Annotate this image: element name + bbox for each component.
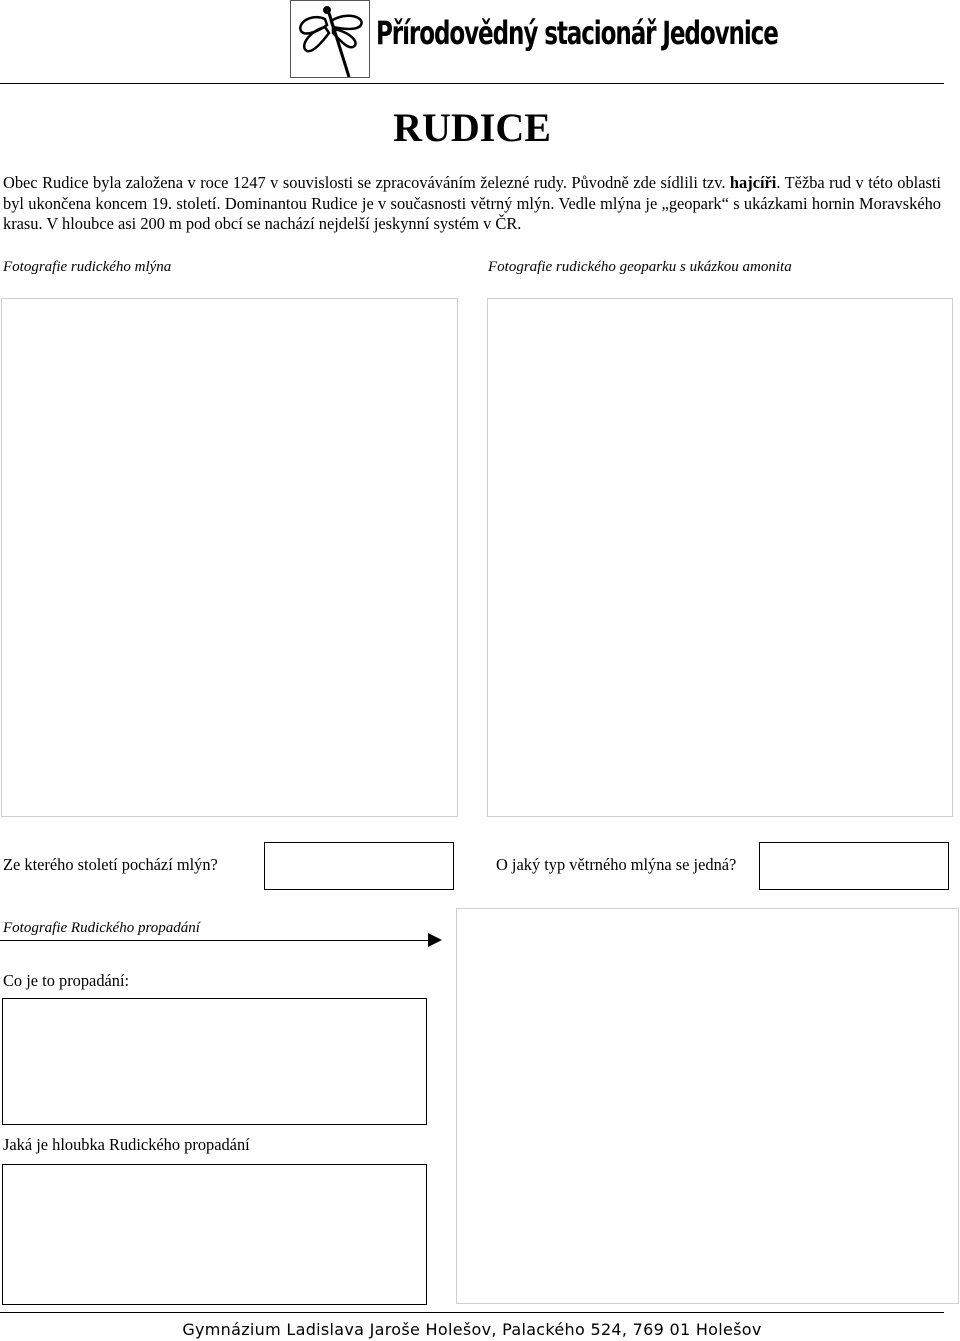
page-title: RUDICE <box>393 105 551 150</box>
question-mill-type: O jaký typ větrného mlýna se jedná? <box>496 855 737 874</box>
mill-photo-frame[interactable] <box>1 298 458 817</box>
intro-text-2: . Těžba rud v této oblasti byl ukončena koncem 19. století. Dominantou Rudice je v současnosti větrný mlýn. Vedle mlýna je „geopark“ s ukázkami hornin Moravského krasu. V hloubce asi 200 m pod obcí se nachází nejdelší jeskynní systém v ČR. <box>3 173 941 233</box>
answer-depth-box[interactable] <box>2 1164 427 1305</box>
intro-bold-term: hajcíři <box>729 173 777 192</box>
header-divider <box>0 83 944 84</box>
question-what-is: Co je to propadání: <box>3 971 130 990</box>
footer-divider <box>0 1312 944 1313</box>
question-century: Ze kterého století pochází mlýn? <box>3 855 218 874</box>
caption-propadani-photo: Fotografie Rudického propadání <box>3 920 200 936</box>
footer-text: Gymnázium Ladislava Jaroše Holešov, Palackého 524, 769 01 Holešov <box>182 1320 762 1339</box>
arrow-right-icon <box>428 933 442 947</box>
answer-century-box[interactable] <box>264 842 454 890</box>
caption-mill-photo: Fotografie rudického mlýna <box>3 259 172 275</box>
geopark-photo-frame[interactable] <box>487 298 953 817</box>
propadani-photo-frame[interactable] <box>456 908 959 1304</box>
logo-text: Přírodovědný stacionář Jedovnice <box>376 14 778 52</box>
answer-mill-type-box[interactable] <box>759 842 949 890</box>
intro-text-1: Obec Rudice byla založena v roce 1247 v souvislosti se zpracováváním železné rudy. Původně zde sídlili tzv. <box>3 173 730 192</box>
arrow-line <box>0 940 430 941</box>
dragonfly-icon <box>291 1 369 77</box>
answer-what-is-box[interactable] <box>2 998 427 1125</box>
caption-geopark-photo: Fotografie rudického geoparku s ukázkou amonita <box>488 259 792 275</box>
question-depth: Jaká je hloubka Rudického propadání <box>3 1135 250 1154</box>
logo-emblem <box>290 0 370 78</box>
intro-paragraph <box>3 173 941 235</box>
